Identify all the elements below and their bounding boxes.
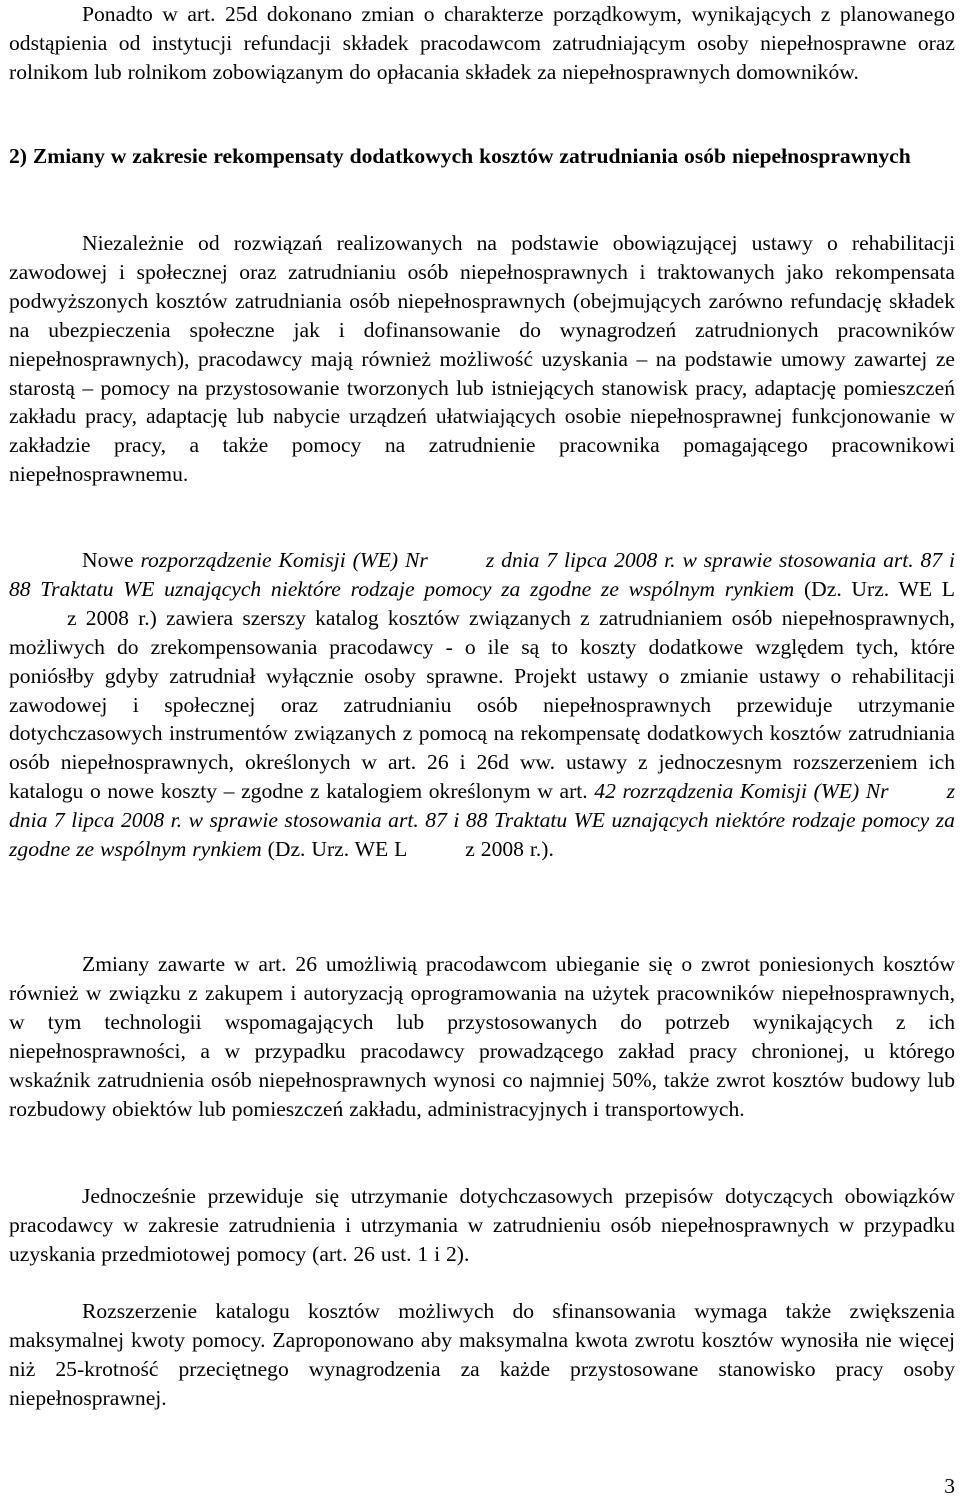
paragraph-current-instruments: Niezależnie od rozwiązań realizowanych na podstawie obowiązującej ustawy o rehabilitacji zawodowej i społecznej oraz zatrudnianiu osób niepełnosprawnych i traktowanych jako rekompensata podwyższonych kosztów zatrudniania osób niepełnosprawnych (obejmujących zarówno refundację składek na ubezpieczenia społeczne jak i dofinansowanie do wynagrodzeń zatrudnionych pracowników niepełnosprawnych), pracodawcy mają również możliwość uzyskania – na podstawie umowy zawartej ze starostą – pomocy na przystosowanie tworzonych lub istniejących stanowisk pracy, adaptację pomieszczeń zakładu pracy, adaptację lub nabycie urządzeń ułatwiających osobie niepełnosprawnej funkcjonowanie w zakładzie pracy, a także pomocy na zatrudnienie pracownika pomagającego pracownikowi niepełnosprawnemu. — [9, 231, 955, 487]
regulation-title-italic: 42 rozrządzenia Komisji (WE) Nr — [594, 779, 889, 804]
paragraph-new-regulation — [9, 546, 955, 864]
paragraph-maximum-amount: Rozszerzenie katalogu kosztów możliwych do sfinansowania wymaga także zwiększenia maksymalnej kwoty pomocy. Zaproponowano aby maksymalna kwota zwrotu kosztów wynosiła nie więcej niż 25-krotność przeciętnego wynagrodzenia za każde przystosowane stanowisko pracy osoby niepełnosprawnej. — [9, 1299, 955, 1410]
text-run: z 2008 r.). — [465, 837, 554, 862]
section-heading-2: 2) Zmiany w zakresie rekompensaty dodatkowych kosztów zatrudniania osób niepełnosprawnych — [9, 144, 911, 168]
regulation-subject-italic: w sprawie stosowania art. 87 i 88 Traktatu WE uznających niektóre rodzaje pomocy za zgodne ze wspólnym rynkiem — [9, 808, 955, 862]
text-run: z 2008 r.) zawiera szerszy katalog kosztów związanych z zatrudnianiem osób niepełnosprawnych, możliwych do zrekompensowania pracodawcy - o ile są to koszty dodatkowe względem tych, które poniósłby gdyby zatrudniał wyłącznie osoby sprawne. Projekt ustawy o zmianie ustawy o rehabilitacji zawodowej i społecznej oraz zatrudnianiu osób niepełnosprawnych przewiduje utrzymanie dotychczasowych instrumentów związanych z pomocą na rekompensatę dodatkowych kosztów zatrudniania osób niepełnosprawnych, określonych w art. 26 i 26d ww. ustawy z jednoczesnym rozszerzeniem ich katalogu o nowe koszty – zgodne z katalogiem określonym w art. — [9, 605, 955, 804]
paragraph-employer-obligations: Jednocześnie przewiduje się utrzymanie dotychczasowych przepisów dotyczących obowiązków pracodawcy w zakresie zatrudnienia i utrzymania w zatrudnieniu osób niepełnosprawnych w przypadku uzyskania przedmiotowej pomocy (art. 26 ust. 1 i 2). — [9, 1184, 955, 1266]
text-run: (Dz. Urz. WE L — [261, 837, 408, 862]
paragraph-art-25d: Ponadto w art. 25d dokonano zmian o charakterze porządkowym, wynikających z planowanego odstąpienia od instytucji refundacji składek pracodawcom zatrudniającym osoby niepełnosprawne oraz rolnikom lub rolnikom zobowiązanym do opłacania składek za niepełnosprawnych domowników. — [9, 2, 955, 84]
paragraph-art-26-changes: Zmiany zawarte w art. 26 umożliwią pracodawcom ubieganie się o zwrot poniesionych kosztów również w związku z zakupem i autoryzacją oprogramowania na użytek pracowników niepełnosprawnych, w tym technologii wspomagających lub przystosowanych do potrzeb wynikających z ich niepełnosprawności, a w przypadku pracodawcy prowadzącego zakład pracy chronionej, u którego wskaźnik zatrudnienia osób niepełnosprawnych wynosi co najmniej 50%, także zwrot kosztów budowy lub rozbudowy obiektów lub pomieszczeń zakładu, administracyjnych i transportowych. — [9, 952, 955, 1121]
page-number: 3 — [944, 1474, 955, 1498]
regulation-date-italic: z dnia 7 lipca 2008 r. — [485, 548, 676, 572]
regulation-subject-italic: w sprawie stosowania art. 87 i 88 Traktatu WE uznających niektóre rodzaje pomocy za zgodne ze wspólnym rynkiem — [9, 548, 956, 601]
text-run: (Dz. Urz. WE L — [794, 576, 955, 601]
regulation-date-italic: z dnia 7 lipca 2008 r. — [9, 779, 955, 833]
regulation-title-italic: rozporządzenie Komisji (WE) Nr — [140, 548, 428, 572]
text-run: Nowe — [82, 548, 141, 572]
